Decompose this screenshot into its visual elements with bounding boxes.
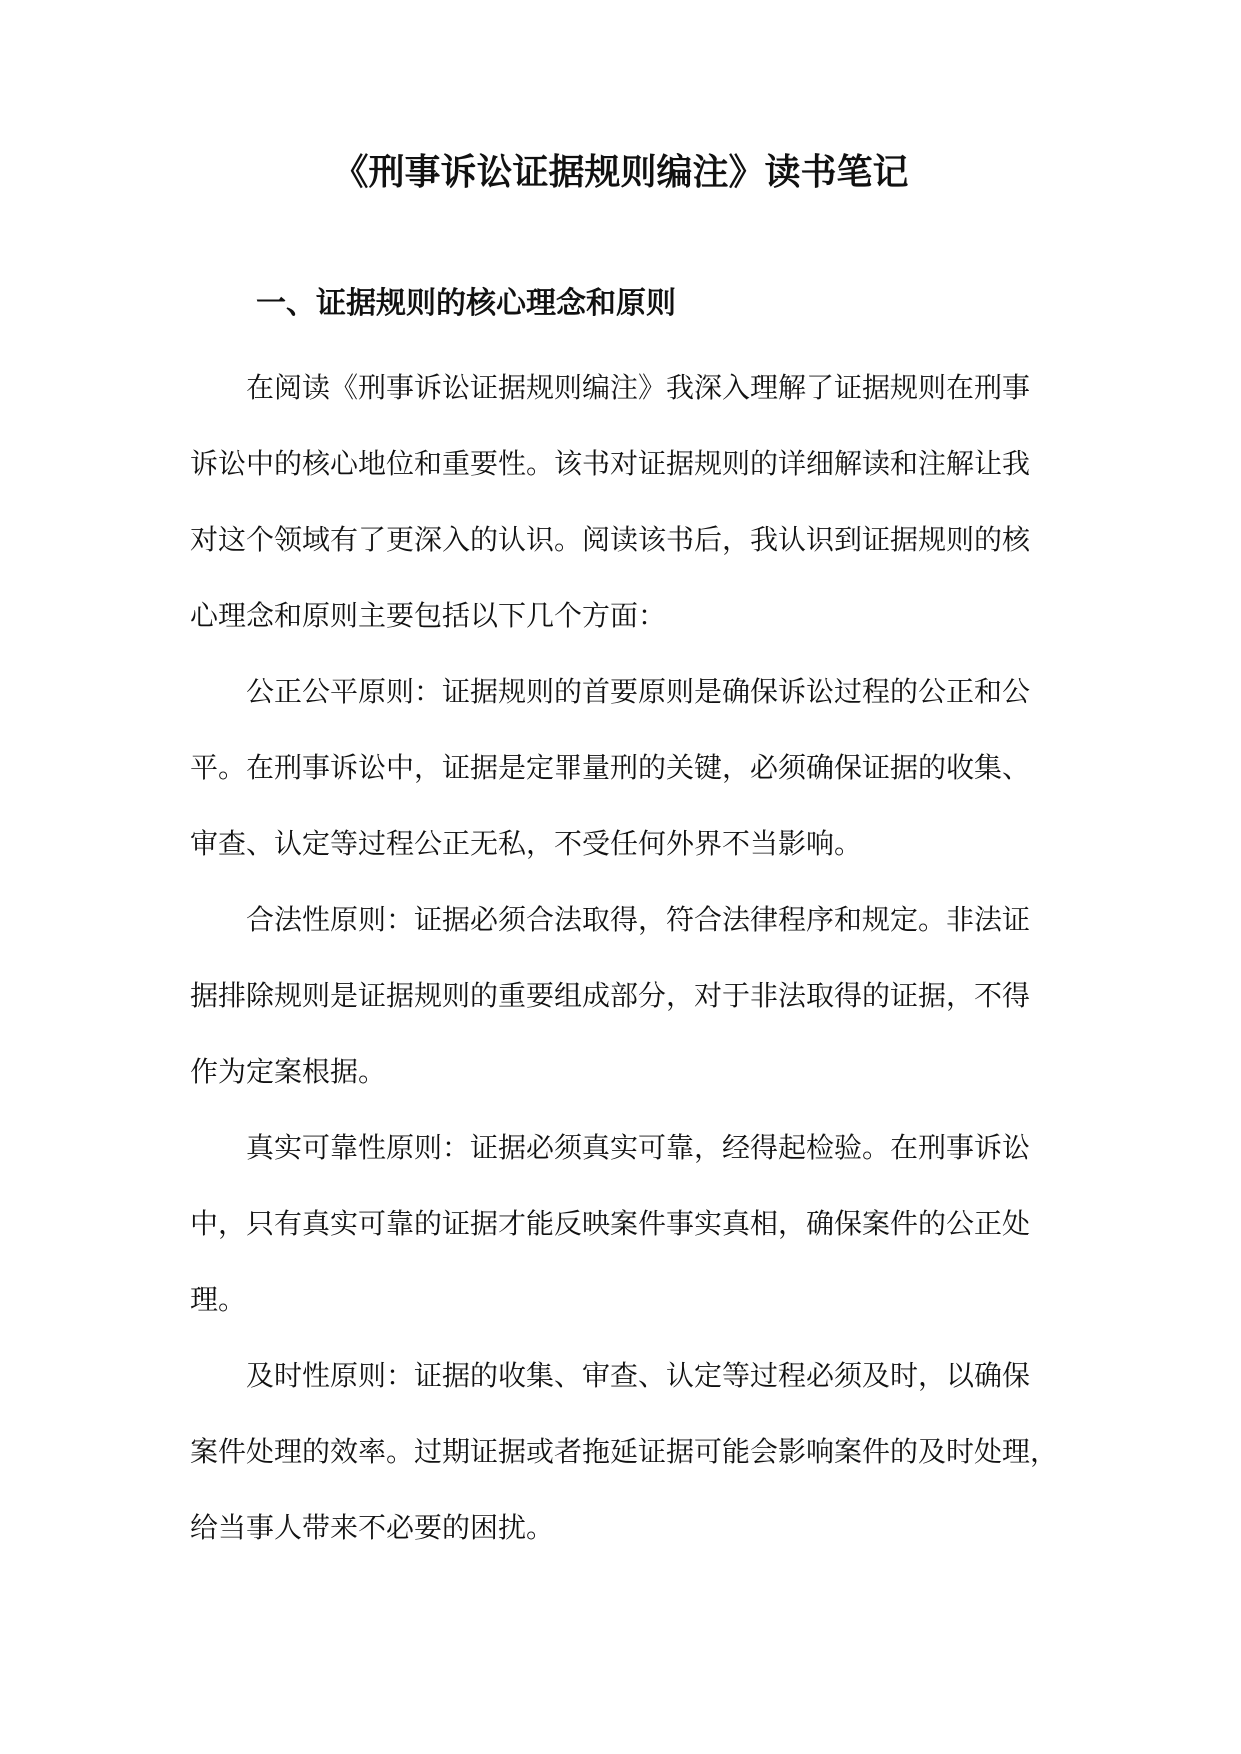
paragraph-line: 案件处理的效率。过期证据或者拖延证据可能会影响案件的及时处理， bbox=[190, 1435, 1059, 1468]
paragraph-line: 及时性原则：证据的收集、审查、认定等过程必须及时，以确保 bbox=[246, 1359, 1031, 1392]
paragraph-line: 合法性原则：证据必须合法取得，符合法律程序和规定。非法证 bbox=[246, 903, 1031, 936]
paragraph-line: 真实可靠性原则：证据必须真实可靠，经得起检验。在刑事诉讼 bbox=[246, 1131, 1031, 1164]
paragraph-line: 给当事人带来不必要的困扰。 bbox=[190, 1511, 555, 1544]
paragraph-line: 据排除规则是证据规则的重要组成部分，对于非法取得的证据，不得 bbox=[190, 979, 1031, 1012]
paragraph-line: 理。 bbox=[190, 1283, 247, 1316]
paragraph-line: 平。在刑事诉讼中，证据是定罪量刑的关键，必须确保证据的收集、 bbox=[190, 751, 1031, 784]
paragraph-line: 作为定案根据。 bbox=[190, 1055, 387, 1088]
paragraph-line: 心理念和原则主要包括以下几个方面： bbox=[190, 599, 667, 632]
paragraph-line: 诉讼中的核心地位和重要性。该书对证据规则的详细解读和注解让我 bbox=[190, 447, 1031, 480]
paragraph-line: 中，只有真实可靠的证据才能反映案件事实真相，确保案件的公正处 bbox=[190, 1207, 1031, 1240]
paragraph-line: 公正公平原则：证据规则的首要原则是确保诉讼过程的公正和公 bbox=[246, 675, 1031, 708]
document-title: 《刑事诉讼证据规则编注》读书笔记 bbox=[332, 152, 909, 193]
paragraph-line: 在阅读《刑事诉讼证据规则编注》我深入理解了证据规则在刑事 bbox=[246, 371, 1031, 404]
paragraph-line: 对这个领域有了更深入的认识。阅读该书后，我认识到证据规则的核 bbox=[190, 523, 1031, 556]
paragraph-line: 审查、认定等过程公正无私，不受任何外界不当影响。 bbox=[190, 827, 863, 860]
section-heading: 一、证据规则的核心理念和原则 bbox=[256, 286, 676, 321]
